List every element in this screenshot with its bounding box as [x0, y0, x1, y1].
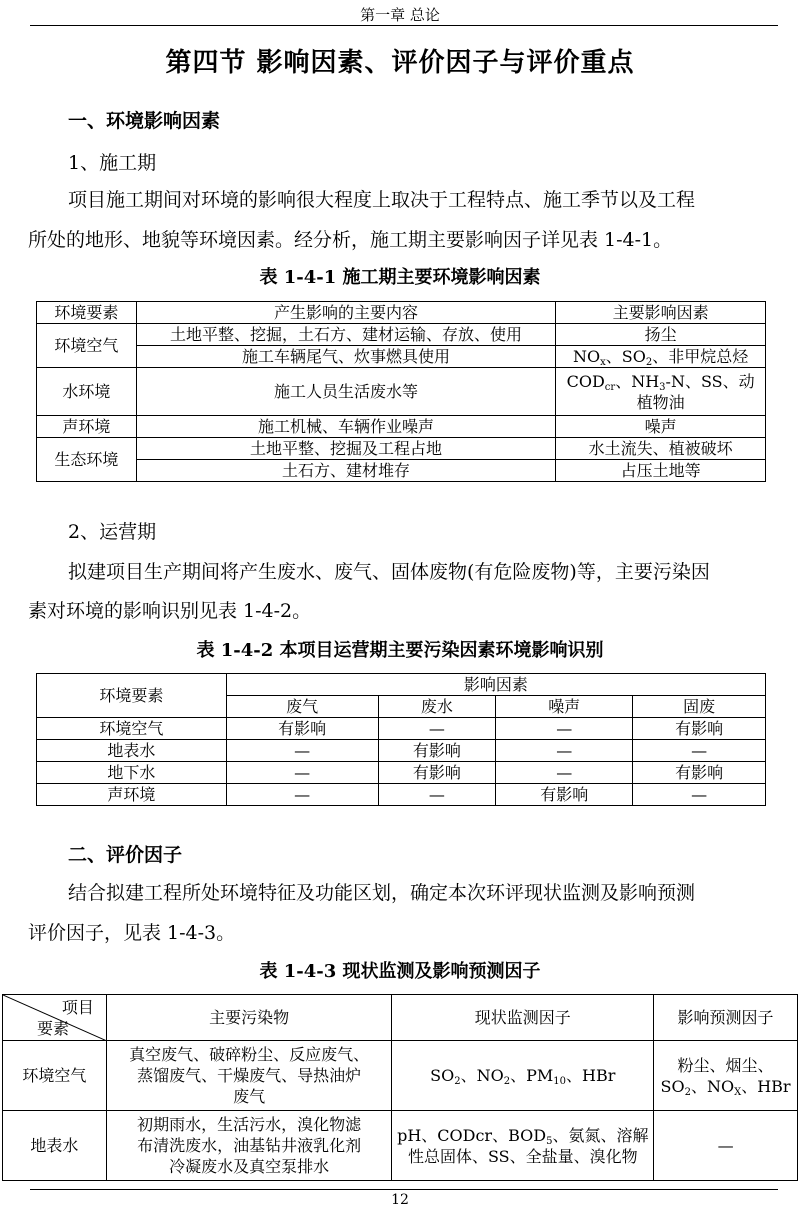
table-row	[37, 784, 766, 806]
table-cell: 施工车辆尾气、炊事燃具使用	[136, 346, 555, 368]
table-cell: 环境空气	[3, 1041, 107, 1111]
heading-impact-factors: 一、环境影响因素	[68, 110, 221, 132]
table-cell: 施工人员生活废水等	[136, 368, 555, 416]
heading-evaluation-factors: 二、评价因子	[68, 844, 183, 866]
table-cell: —	[496, 740, 633, 762]
para2-line1: 拟建项目生产期间将产生废水、废气、固体废物(有危险废物)等，主要污染因	[68, 561, 710, 583]
para1-line2: 所处的地形、地貌等环境因素。经分析，施工期主要影响因子详见表 1-4-1。	[28, 229, 673, 251]
table-cell: 真空废气、破碎粉尘、反应废气、 蒸馏废气、干燥废气、导热油炉 废气	[106, 1041, 392, 1111]
table-cell: 有影响	[378, 740, 496, 762]
table-header-row	[37, 674, 766, 696]
table-header: 主要污染物	[106, 995, 392, 1041]
table-cell: 扬尘	[556, 324, 766, 346]
table-cell: 水土流失、植被破坏	[556, 438, 766, 460]
table-cell: 粉尘、烟尘、 $SO_2$、$NO_X$、HBr	[654, 1041, 798, 1111]
table-cell: 水环境	[37, 368, 137, 416]
table-header: 影响预测因子	[654, 995, 798, 1041]
table-cell: 声环境	[37, 784, 227, 806]
table-cell: 占压土地等	[556, 460, 766, 482]
table-cell: —	[654, 1111, 798, 1181]
table-row	[37, 416, 766, 438]
sub-operation: 2、运营期	[68, 521, 157, 543]
table2-caption: 表 1-4-2 本项目运营期主要污染因素环境影响识别	[196, 640, 604, 661]
para3-line2: 评价因子，见表 1-4-3。	[28, 922, 236, 944]
footer-rule	[30, 1189, 778, 1190]
table-header: 现状监测因子	[392, 995, 654, 1041]
section-title: 第四节 影响因素、评价因子与评价重点	[165, 48, 635, 78]
table-cell: 生态环境	[37, 438, 137, 482]
table-cell: $COD_{cr}$、$NH_3-N$、SS、动植物油	[556, 368, 766, 416]
table-row	[37, 762, 766, 784]
table-header: 固废	[633, 696, 766, 718]
table-row	[37, 346, 766, 368]
table-cell: —	[496, 718, 633, 740]
table-header: 废气	[226, 696, 378, 718]
table-header: 废水	[378, 696, 496, 718]
sub-construction: 1、施工期	[68, 152, 157, 174]
table-cell: 环境空气	[37, 324, 137, 368]
table-cell: 声环境	[37, 416, 137, 438]
table-cell: $SO_2$、$NO_2$、$PM_{10}$、HBr	[392, 1041, 654, 1111]
table-header: 环境要素	[37, 674, 227, 718]
table-cell: 有影响	[633, 718, 766, 740]
table-cell: —	[378, 718, 496, 740]
table-cell: —	[226, 784, 378, 806]
table-cell: 有影响	[226, 718, 378, 740]
table3	[2, 994, 798, 1181]
table-row	[37, 740, 766, 762]
table-row	[37, 460, 766, 482]
table-cell: —	[633, 740, 766, 762]
table-cell: 有影响	[496, 784, 633, 806]
table-header: 主要影响因素	[556, 302, 766, 324]
page-number: 12	[391, 1192, 409, 1208]
table3-caption: 表 1-4-3 现状监测及影响预测因子	[259, 961, 541, 982]
table-cell: —	[633, 784, 766, 806]
table-cell: 施工机械、车辆作业噪声	[136, 416, 555, 438]
table-cell: 地表水	[3, 1111, 107, 1181]
table-row	[3, 1041, 798, 1111]
table-cell: 噪声	[556, 416, 766, 438]
table-cell: 有影响	[633, 762, 766, 784]
table-header: 噪声	[496, 696, 633, 718]
table-row	[37, 438, 766, 460]
diag-label-top: 项目	[61, 998, 94, 1017]
table1-caption: 表 1-4-1 施工期主要环境影响因素	[259, 267, 541, 288]
table-cell: pH、CODcr、$BOD_5$、氨氮、溶解性总固体、SS、全盐量、溴化物	[392, 1111, 654, 1181]
table-header-row	[37, 302, 766, 324]
header-rule	[30, 25, 778, 26]
table-cell: 地下水	[37, 762, 227, 784]
running-header: 第一章 总论	[360, 6, 440, 24]
table-header: 环境要素	[37, 302, 137, 324]
table2	[36, 673, 766, 806]
table-row	[37, 718, 766, 740]
table-header: 影响因素	[226, 674, 765, 696]
table-cell: 初期雨水，生活污水，溴化物滤 布清洗废水，油基钻井液乳化剂 冷凝废水及真空泵排水	[106, 1111, 392, 1181]
table-row	[37, 324, 766, 346]
table-cell: 土石方、建材堆存	[136, 460, 555, 482]
para2-line2: 素对环境的影响识别见表 1-4-2。	[28, 600, 312, 622]
table-cell: 土地平整、挖掘及工程占地	[136, 438, 555, 460]
table-row	[37, 368, 766, 416]
table-cell: 环境空气	[37, 718, 227, 740]
para1-line1: 项目施工期间对环境的影响很大程度上取决于工程特点、施工季节以及工程	[68, 189, 696, 211]
table-cell: 地表水	[37, 740, 227, 762]
table-cell: —	[226, 740, 378, 762]
table-row	[3, 1111, 798, 1181]
diag-label-bottom: 要素	[37, 1019, 70, 1038]
table-cell: 有影响	[378, 762, 496, 784]
table-cell: —	[496, 762, 633, 784]
table1	[36, 301, 766, 482]
diagonal-header-cell	[3, 995, 107, 1041]
table-cell: —	[226, 762, 378, 784]
table-cell: 土地平整、挖掘，土石方、建材运输、存放、使用	[136, 324, 555, 346]
table-header-row	[3, 995, 798, 1041]
table-header: 产生影响的主要内容	[136, 302, 555, 324]
table-cell: $NO_x$、$SO_2$、非甲烷总烃	[556, 346, 766, 368]
para3-line1: 结合拟建工程所处环境特征及功能区划，确定本次环评现状监测及影响预测	[68, 882, 696, 904]
table-cell: —	[378, 784, 496, 806]
